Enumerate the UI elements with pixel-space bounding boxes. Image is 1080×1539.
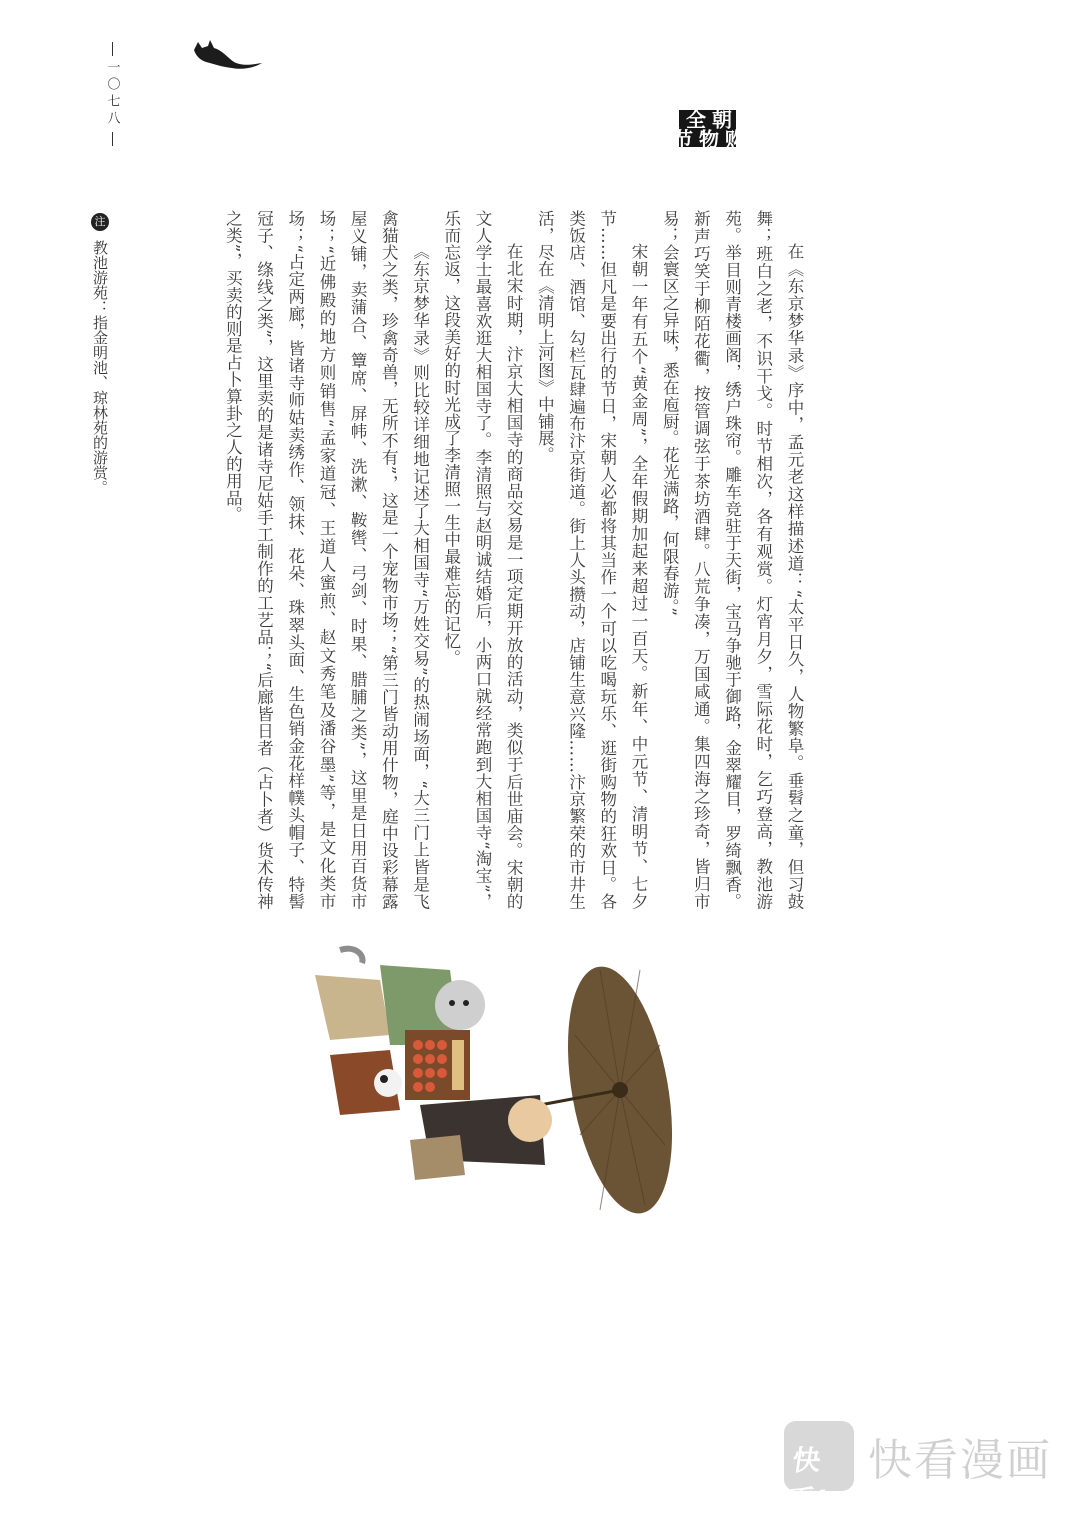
page-number-text: 一〇七八	[104, 60, 120, 128]
body-text	[223, 210, 810, 910]
page-number-bottom-rule	[112, 132, 113, 146]
watermark-logo	[784, 1421, 854, 1517]
page-number-top-rule	[112, 42, 113, 56]
footnote	[87, 213, 111, 513]
black-cat-icon	[150, 38, 265, 78]
body-paragraph-1: 在《东京梦华录》序中，孟元老这样描述道：“太平日久，人物繁阜。垂髫之童，但习鼓舞；班白之老，不识干戈。时节相次，各有观赏。灯宵月夕，雪际花时，乞巧登高，教池游苑。举目则青楼画阁，绣户珠帘。雕车竞驻于天街，宝马争驰于御路，金翠耀目，罗绮飘香。新声巧笑于柳陌花衢，按管调弦于茶坊酒肆。八荒争凑，万国咸通。集四海之珍奇，皆归市易；会寰区之异味，悉在庖厨。花光满路，何限春游。”	[660, 210, 804, 910]
body-paragraph-3: 在北宋时期，汴京大相国寺的商品交易是一项定期开放的活动，类似于后世庙会。宋朝的文人学士最喜欢逛大相国寺了。李清照与赵明诚结婚后，小两口就经常跑到大相国寺“淘宝”，乐而忘返，这段美好的时光成了李清照一生中最难忘的记忆。	[441, 210, 524, 910]
title-line-2: 购物节	[669, 128, 746, 149]
title-line-1: 宋朝全民	[656, 108, 759, 129]
goods-box	[405, 1030, 470, 1100]
small-cat-figure	[330, 1050, 402, 1115]
watermark	[784, 1418, 1052, 1517]
section-title	[656, 108, 759, 149]
umbrella-icon	[540, 959, 689, 1222]
footnote-badge: 注	[91, 213, 109, 231]
watermark-brand-text: 快看漫画	[868, 1435, 1052, 1486]
page-number	[92, 42, 132, 146]
sleeping-cat-figure	[410, 1095, 552, 1180]
footnote-text: 教池游苑：指金明池、琼林苑的游赏。	[91, 239, 109, 495]
body-paragraph-4: 《东京梦华录》则比较详细地记述了大相国寺“万姓交易”的热闹场面，“大三门上皆是飞禽猫犬之类，珍禽奇兽，无所不有”，这是一个宠物市场；“第三门皆动用什物，庭中设彩幕露屋义铺，卖蒲合、簟席、屏帏、洗漱、鞍辔、弓剑、时果、腊脯之类”，这里是日用百货市场；“近佛殿的地方则销售“孟家道冠、王道人蜜煎、赵文秀笔及潘谷墨”等，是文化类市场；“占定两廊，皆诸寺师姑卖绣作、领抹、花朵、珠翠头面、生色销金花样幞头帽子、特髻冠子、绦线之类”，这里卖的是诸寺尼姑手工制作的工艺品；“后廊皆日者（占卜者）货术传神之类”，买卖的则是占卜算卦之人的用品。	[223, 210, 430, 910]
body-paragraph-2: 宋朝一年有五个“黄金周”，全年假期加起来超过一百天。新年、中元节、清明节、七夕节……但凡是要出行的节日，宋朝人必都将其当作一个可以吃喝玩乐、逛街购物的狂欢日。各类饭店、酒馆、勾栏瓦肆遍布汴京街道。街上人头攒动，店铺生意兴隆……汴京繁荣的市井生活，尽在《清明上河图》中铺展。	[535, 210, 648, 910]
cat-merchants-illustration	[300, 945, 700, 1255]
watermark-logo-text: 快看!	[784, 1444, 831, 1517]
